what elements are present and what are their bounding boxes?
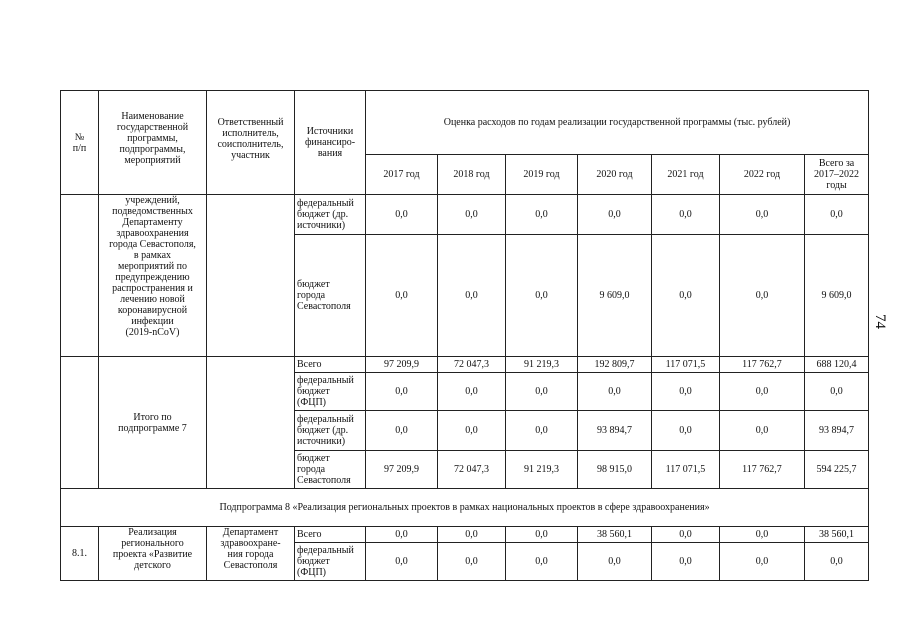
value-cell: 192 809,7 — [578, 357, 652, 373]
header-year-2017: 2017 год — [366, 155, 438, 195]
row-number — [61, 195, 99, 357]
value-cell: 117 762,7 — [720, 357, 805, 373]
header-estimate-group: Оценка расходов по годам реализации государственной программы (тыс. рублей) — [366, 91, 869, 155]
value-cell: 0,0 — [652, 411, 720, 451]
value-cell: 0,0 — [578, 195, 652, 235]
responsible-executor — [207, 195, 295, 357]
value-cell: 72 047,3 — [438, 357, 506, 373]
value-cell: 91 219,3 — [506, 357, 578, 373]
table-row — [61, 527, 869, 543]
value-cell: 98 915,0 — [578, 451, 652, 489]
value-cell: 0,0 — [720, 373, 805, 411]
value-cell: 0,0 — [805, 373, 869, 411]
header-year-2020: 2020 год — [578, 155, 652, 195]
value-cell: 0,0 — [366, 527, 438, 543]
value-cell: 0,0 — [366, 373, 438, 411]
value-cell: 0,0 — [366, 411, 438, 451]
value-cell: 0,0 — [438, 235, 506, 357]
header-name: Наименование государственной программы, подпрограммы, мероприятий — [99, 91, 207, 195]
value-cell: 0,0 — [438, 195, 506, 235]
source-cell: Всего — [295, 527, 366, 543]
value-cell: 0,0 — [652, 195, 720, 235]
value-cell: 0,0 — [720, 543, 805, 581]
table-body — [61, 91, 869, 581]
value-cell: 0,0 — [506, 235, 578, 357]
value-cell: 9 609,0 — [578, 235, 652, 357]
value-cell: 0,0 — [652, 527, 720, 543]
value-cell: 0,0 — [578, 543, 652, 581]
table-row — [61, 357, 869, 373]
header-year-2018: 2018 год — [438, 155, 506, 195]
page-number: 74 — [872, 314, 888, 329]
header-source: Источники финансиро- вания — [295, 91, 366, 195]
responsible-executor: Департамент здравоохране- ния города Севастополя — [207, 527, 295, 581]
header-total: Всего за 2017–2022 годы — [805, 155, 869, 195]
responsible-executor — [207, 357, 295, 489]
value-cell: 0,0 — [366, 235, 438, 357]
source-cell: бюджет города Севастополя — [295, 451, 366, 489]
row-number: 8.1. — [61, 527, 99, 581]
value-cell: 0,0 — [438, 373, 506, 411]
value-cell: 0,0 — [506, 527, 578, 543]
subprogram-title: Подпрограмма 8 «Реализация региональных проектов в рамках национальных проектов в сфере здравоохранения» — [61, 489, 869, 527]
value-cell: 0,0 — [652, 235, 720, 357]
value-cell: 38 560,1 — [805, 527, 869, 543]
header-year-2022: 2022 год — [720, 155, 805, 195]
subprogram-row — [61, 489, 869, 527]
item-name: Реализация регионального проекта «Развитие детского — [99, 527, 207, 581]
expenditure-table — [60, 90, 869, 581]
source-cell: федеральный бюджет (ФЦП) — [295, 543, 366, 581]
source-cell: федеральный бюджет (др. источники) — [295, 411, 366, 451]
header-year-2021: 2021 год — [652, 155, 720, 195]
item-name: Итого по подпрограмме 7 — [99, 357, 207, 489]
item-name: учреждений, подведомственных Департаменту здравоохранения города Севастополя, в рамках мероприятий по предупреждению распространения и лечению новой коронавирусной инфекции (2019-nCoV) — [99, 195, 207, 357]
value-cell: 0,0 — [578, 373, 652, 411]
value-cell: 117 071,5 — [652, 451, 720, 489]
source-cell: бюджет города Севастополя — [295, 235, 366, 357]
value-cell: 0,0 — [438, 411, 506, 451]
value-cell: 97 209,9 — [366, 451, 438, 489]
value-cell: 0,0 — [805, 543, 869, 581]
value-cell: 72 047,3 — [438, 451, 506, 489]
value-cell: 0,0 — [652, 373, 720, 411]
value-cell: 0,0 — [720, 411, 805, 451]
value-cell: 38 560,1 — [578, 527, 652, 543]
source-cell: Всего — [295, 357, 366, 373]
value-cell: 0,0 — [506, 543, 578, 581]
value-cell: 0,0 — [720, 195, 805, 235]
value-cell: 9 609,0 — [805, 235, 869, 357]
value-cell: 0,0 — [720, 235, 805, 357]
value-cell: 0,0 — [506, 373, 578, 411]
row-number — [61, 357, 99, 489]
value-cell: 91 219,3 — [506, 451, 578, 489]
value-cell: 0,0 — [438, 543, 506, 581]
value-cell: 0,0 — [805, 195, 869, 235]
value-cell: 93 894,7 — [578, 411, 652, 451]
value-cell: 117 762,7 — [720, 451, 805, 489]
header-responsible: Ответственный исполнитель, соисполнитель, участник — [207, 91, 295, 195]
header-row — [61, 91, 869, 155]
value-cell: 93 894,7 — [805, 411, 869, 451]
value-cell: 0,0 — [438, 527, 506, 543]
value-cell: 0,0 — [720, 527, 805, 543]
value-cell: 0,0 — [366, 543, 438, 581]
source-cell: федеральный бюджет (др. источники) — [295, 195, 366, 235]
value-cell: 117 071,5 — [652, 357, 720, 373]
header-no: № п/п — [61, 91, 99, 195]
value-cell: 97 209,9 — [366, 357, 438, 373]
source-cell: федеральный бюджет (ФЦП) — [295, 373, 366, 411]
value-cell: 0,0 — [652, 543, 720, 581]
value-cell: 594 225,7 — [805, 451, 869, 489]
value-cell: 0,0 — [366, 195, 438, 235]
header-year-2019: 2019 год — [506, 155, 578, 195]
value-cell: 0,0 — [506, 411, 578, 451]
value-cell: 688 120,4 — [805, 357, 869, 373]
table-row — [61, 195, 869, 235]
value-cell: 0,0 — [506, 195, 578, 235]
